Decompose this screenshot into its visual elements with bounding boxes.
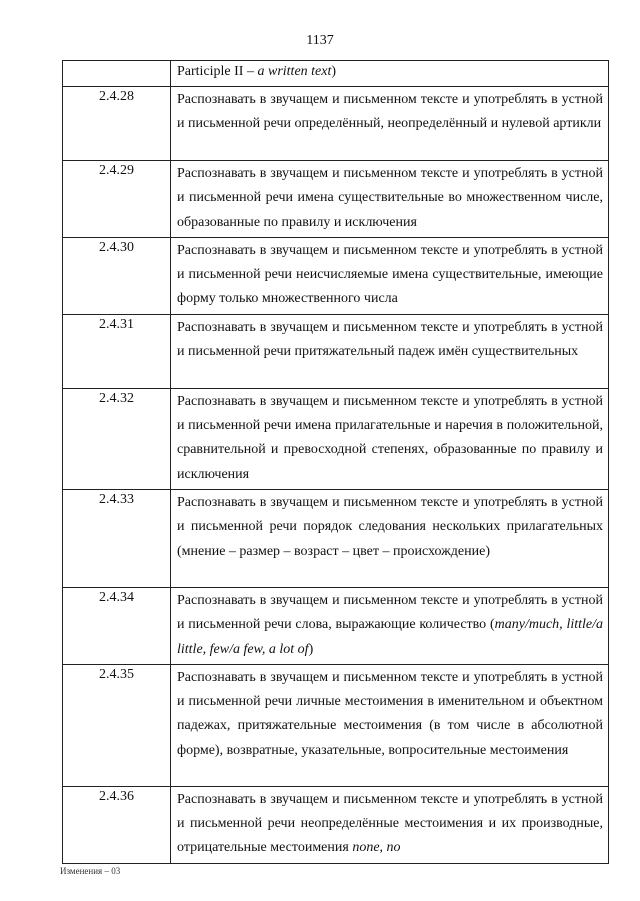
description-text bbox=[177, 162, 603, 235]
italic-term: none bbox=[352, 840, 380, 856]
row-description bbox=[171, 161, 609, 238]
text-fragment: ) bbox=[308, 641, 314, 657]
row-code: 2.4.34 bbox=[63, 587, 171, 664]
row-description bbox=[171, 786, 609, 863]
row-code: 2.4.36 bbox=[63, 786, 171, 863]
table-row bbox=[63, 587, 609, 664]
description-text bbox=[177, 88, 603, 137]
row-code: 2.4.28 bbox=[63, 87, 171, 161]
row-description bbox=[171, 314, 609, 388]
row-description bbox=[171, 587, 609, 664]
row-code: 2.4.32 bbox=[63, 388, 171, 489]
italic-term: no bbox=[386, 840, 401, 856]
table-row bbox=[63, 237, 609, 314]
description-text bbox=[177, 666, 603, 763]
description-text bbox=[177, 491, 603, 564]
table-row bbox=[63, 61, 609, 87]
table-row bbox=[63, 161, 609, 238]
italic-term: a written text bbox=[257, 64, 332, 79]
table-row bbox=[63, 314, 609, 388]
footer-revision: Изменения – 03 bbox=[60, 866, 121, 876]
table-row bbox=[63, 786, 609, 863]
row-description bbox=[171, 237, 609, 314]
row-code: 2.4.29 bbox=[63, 161, 171, 238]
description-text bbox=[177, 316, 603, 365]
row-description bbox=[171, 61, 609, 87]
text-fragment: Распознавать в звучащем и письменном тексте и употреблять в устной и письменной речи личные местоимения в именительном и объектном падежах, притяжательные местоимения (в том числе в абсолютной форме), возвратные, указательные, вопросительные местоимения bbox=[177, 669, 603, 758]
row-code: 2.4.35 bbox=[63, 664, 171, 786]
text-fragment: Распознавать в звучащем и письменном тексте и употреблять в устной и письменной речи неопределённые местоимения и их производные, отрицательные местоимения bbox=[177, 791, 603, 856]
row-code bbox=[63, 61, 171, 87]
table-row bbox=[63, 664, 609, 786]
text-fragment: , bbox=[379, 840, 387, 856]
text-fragment: Распознавать в звучащем и письменном тексте и употреблять в устной и письменной речи неисчисляемые имена существительные, имеющие форму только множественного числа bbox=[177, 242, 603, 307]
row-code: 2.4.30 bbox=[63, 237, 171, 314]
row-description bbox=[171, 664, 609, 786]
text-fragment: Распознавать в звучащем и письменном тексте и употреблять в устной и письменной речи имена существительные во множественном числе, образованные по правилу и исключения bbox=[177, 166, 603, 230]
row-code: 2.4.33 bbox=[63, 489, 171, 587]
table-row bbox=[63, 87, 609, 161]
description-text bbox=[177, 390, 603, 487]
table-row bbox=[63, 388, 609, 489]
italic-term: many/much, little/a little, few/a few, a lot of bbox=[177, 617, 603, 657]
row-code: 2.4.31 bbox=[63, 314, 171, 388]
row-description bbox=[171, 388, 609, 489]
table-body bbox=[63, 61, 609, 864]
text-fragment: ) bbox=[331, 64, 337, 79]
page-number: 1137 bbox=[306, 33, 334, 48]
text-fragment: Participle II – bbox=[177, 64, 258, 79]
requirements-table bbox=[62, 60, 609, 864]
text-fragment: Распознавать в звучащем и письменном тексте и употреблять в устной и письменной речи имена прилагательные и наречия в положительной, сравнительной и превосходной степенях, образованные по правилу и исключения bbox=[177, 393, 603, 482]
text-fragment: Распознавать в звучащем и письменном тексте и употреблять в устной и письменной речи притяжательный падеж имён существительных bbox=[177, 319, 603, 360]
description-text bbox=[177, 589, 603, 662]
table-row bbox=[63, 489, 609, 587]
text-fragment: Распознавать в звучащем и письменном тексте и употреблять в устной и письменной речи порядок следования нескольких прилагательных (мнение – размер – возраст – цвет – происхождение) bbox=[177, 494, 603, 559]
text-fragment: Распознавать в звучащем и письменном тексте и употреблять в устной и письменной речи определённый, неопределённый и нулевой артикли bbox=[177, 92, 603, 132]
text-fragment: Распознавать в звучащем и письменном тексте и употреблять в устной и письменной речи слова, выражающие количество ( bbox=[177, 592, 603, 633]
description-text bbox=[177, 62, 603, 82]
row-description bbox=[171, 489, 609, 587]
description-text bbox=[177, 788, 603, 861]
row-description bbox=[171, 87, 609, 161]
description-text bbox=[177, 239, 603, 312]
